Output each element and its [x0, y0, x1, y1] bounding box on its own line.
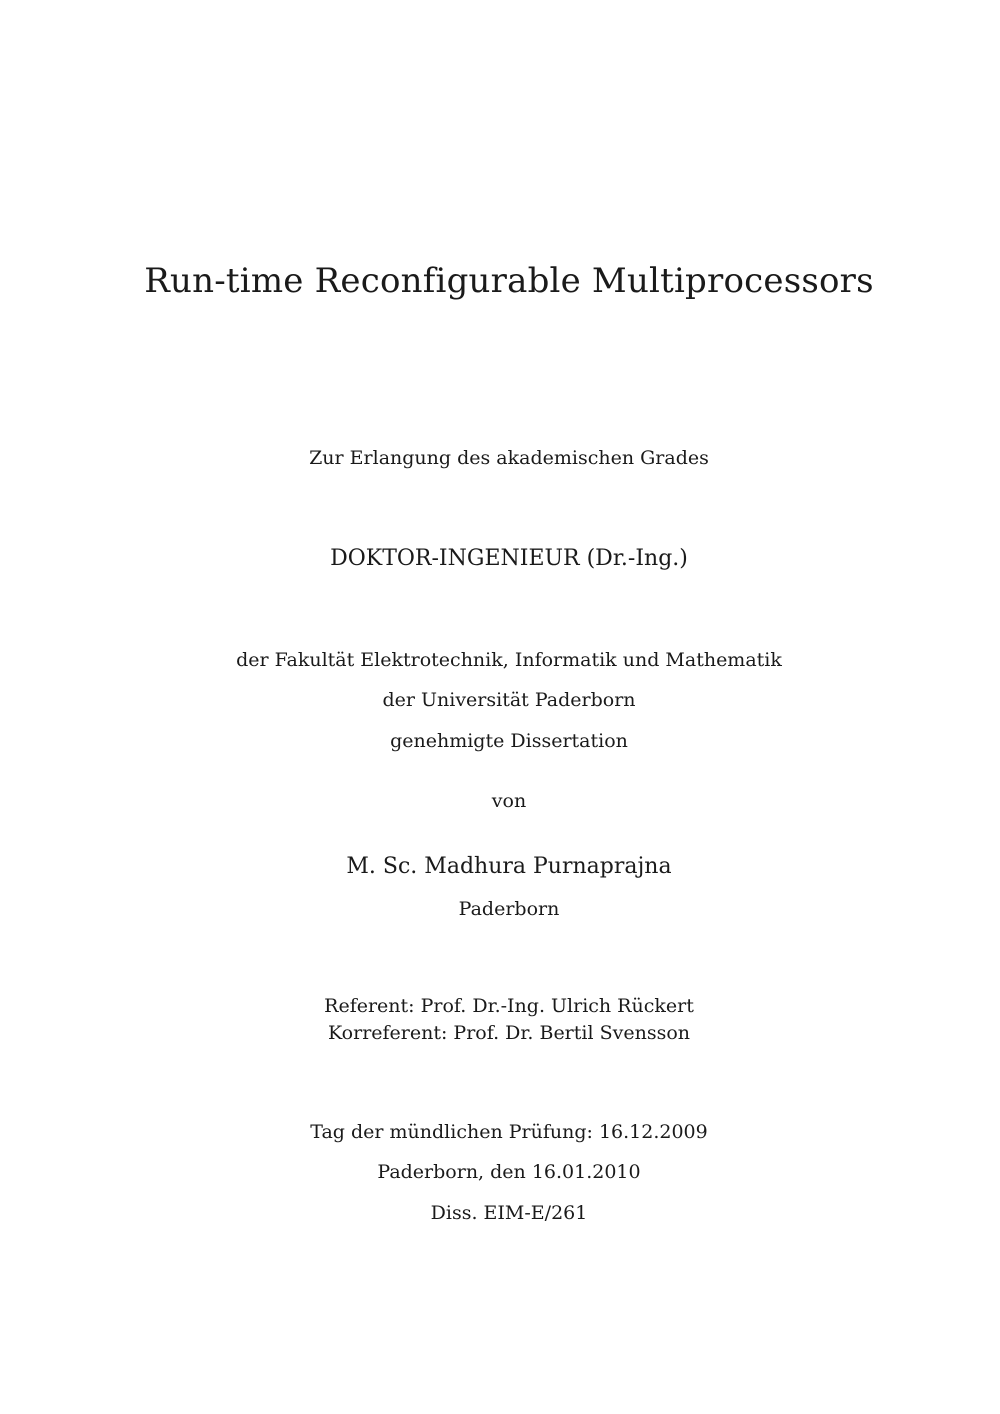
author-name: M. Sc. Madhura Purnaprajna: [346, 854, 672, 879]
degree-name: DOKTOR-INGENIEUR (Dr.-Ing.): [330, 546, 688, 571]
faculty-line: der Fakultät Elektrotechnik, Informatik und Mathematik: [236, 649, 782, 671]
referent-line: Referent: Prof. Dr.-Ing. Ulrich Rückert: [324, 995, 694, 1017]
approved-dissertation-line: genehmigte Dissertation: [390, 730, 628, 752]
author-city: Paderborn: [458, 898, 560, 920]
dissertation-number: Diss. EIM-E/261: [430, 1202, 588, 1224]
von-line: von: [491, 790, 527, 812]
degree-intro: Zur Erlangung des akademischen Grades: [309, 447, 709, 469]
university-line: der Universität Paderborn: [382, 689, 636, 711]
korreferent-line: Korreferent: Prof. Dr. Bertil Svensson: [327, 1022, 691, 1044]
thesis-title: Run-time Reconfigurable Multiprocessors: [144, 261, 874, 301]
exam-date-line: Tag der mündlichen Prüfung: 16.12.2009: [310, 1121, 708, 1143]
place-date-line: Paderborn, den 16.01.2010: [377, 1161, 641, 1183]
